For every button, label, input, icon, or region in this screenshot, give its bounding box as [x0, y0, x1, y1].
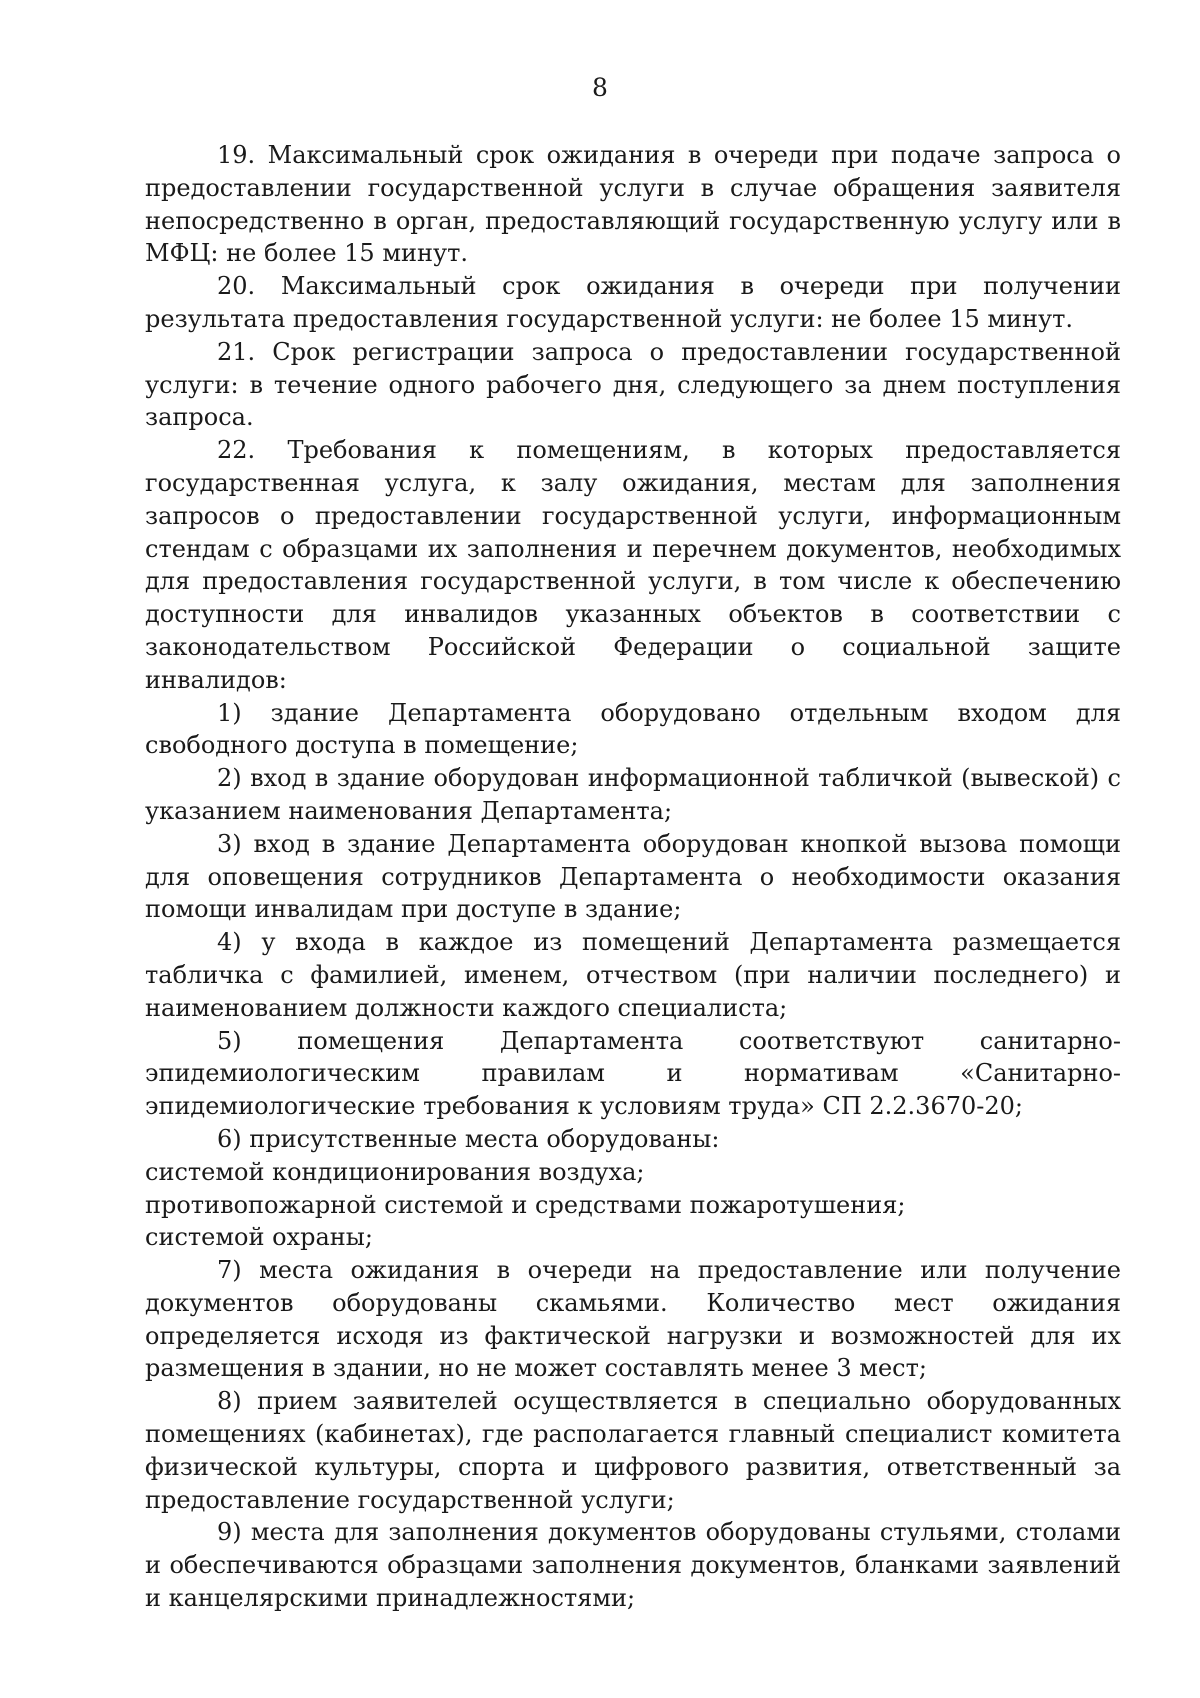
- list-item-9: 9) места для заполнения документов оборудованы стульями, столами и обеспечиваются образцами заполнения документов, бланками заявлений и канцелярскими принадлежностями;: [145, 1518, 1121, 1613]
- list-item-6-subitem-3: системой охраны;: [145, 1223, 373, 1252]
- list-item-7: 7) места ожидания в очереди на предоставление или получение документов оборудованы скамьями. Количество мест ожидания определяется исходя из фактической нагрузки и возможностей для их размещения в здании, но не может составлять менее 3 мест;: [145, 1256, 1121, 1383]
- list-item-6-subitem-2: противопожарной системой и средствами пожаротушения;: [145, 1190, 906, 1219]
- paragraph-19: 19. Максимальный срок ожидания в очереди при подаче запроса о предоставлении государственной услуги в случае обращения заявителя непосредственно в орган, предоставляющий государственную услугу или в МФЦ: не более 15 минут.: [145, 141, 1121, 268]
- paragraph-22: 22. Требования к помещениям, в которых предоставляется государственная услуга, к залу ожидания, местам для заполнения запросов о предоставлении государственной услуги, информационным стендам с образцами их заполнения и перечнем документов, необходимых для предоставления государственной услуги, в том числе к обеспечению доступности для инвалидов указанных объектов в соответствии с законодательством Российской Федерации о социальной защите инвалидов:: [145, 436, 1121, 694]
- list-item-3: 3) вход в здание Департамента оборудован кнопкой вызова помощи для оповещения сотрудников Департамента о необходимости оказания помощи инвалидам при доступе в здание;: [145, 829, 1121, 924]
- paragraph-21: 21. Срок регистрации запроса о предоставлении государственной услуги: в течение одного рабочего дня, следующего за днем поступления запроса.: [145, 337, 1121, 432]
- list-item-6-subitem-1: системой кондиционирования воздуха;: [145, 1157, 645, 1186]
- document-body: [145, 139, 1121, 1615]
- list-item-5: 5) помещения Департамента соответствуют санитарно-эпидемиологическим правилам и нормативам «Санитарно-эпидемиологические требования к условиям труда» СП 2.2.3670-20;: [145, 1026, 1121, 1121]
- page-number: 8: [592, 73, 608, 102]
- list-item-4: 4) у входа в каждое из помещений Департамента размещается табличка с фамилией, именем, отчеством (при наличии последнего) и наименованием должности каждого специалиста;: [145, 928, 1121, 1022]
- list-item-6: 6) присутственные места оборудованы:: [217, 1124, 720, 1153]
- list-item-2: 2) вход в здание оборудован информационной табличкой (вывеской) с указанием наименования Департамента;: [145, 764, 1121, 825]
- list-item-1: 1) здание Департамента оборудовано отдельным входом для свободного доступа в помещение;: [145, 698, 1121, 760]
- paragraph-20: 20. Максимальный срок ожидания в очереди при получении результата предоставления государственной услуги: не более 15 минут.: [145, 272, 1121, 333]
- list-item-8: 8) прием заявителей осуществляется в специально оборудованных помещениях (кабинетах), где располагается главный специалист комитета физической культуры, спорта и цифрового развития, ответственный за предоставление государственной услуги;: [145, 1387, 1121, 1514]
